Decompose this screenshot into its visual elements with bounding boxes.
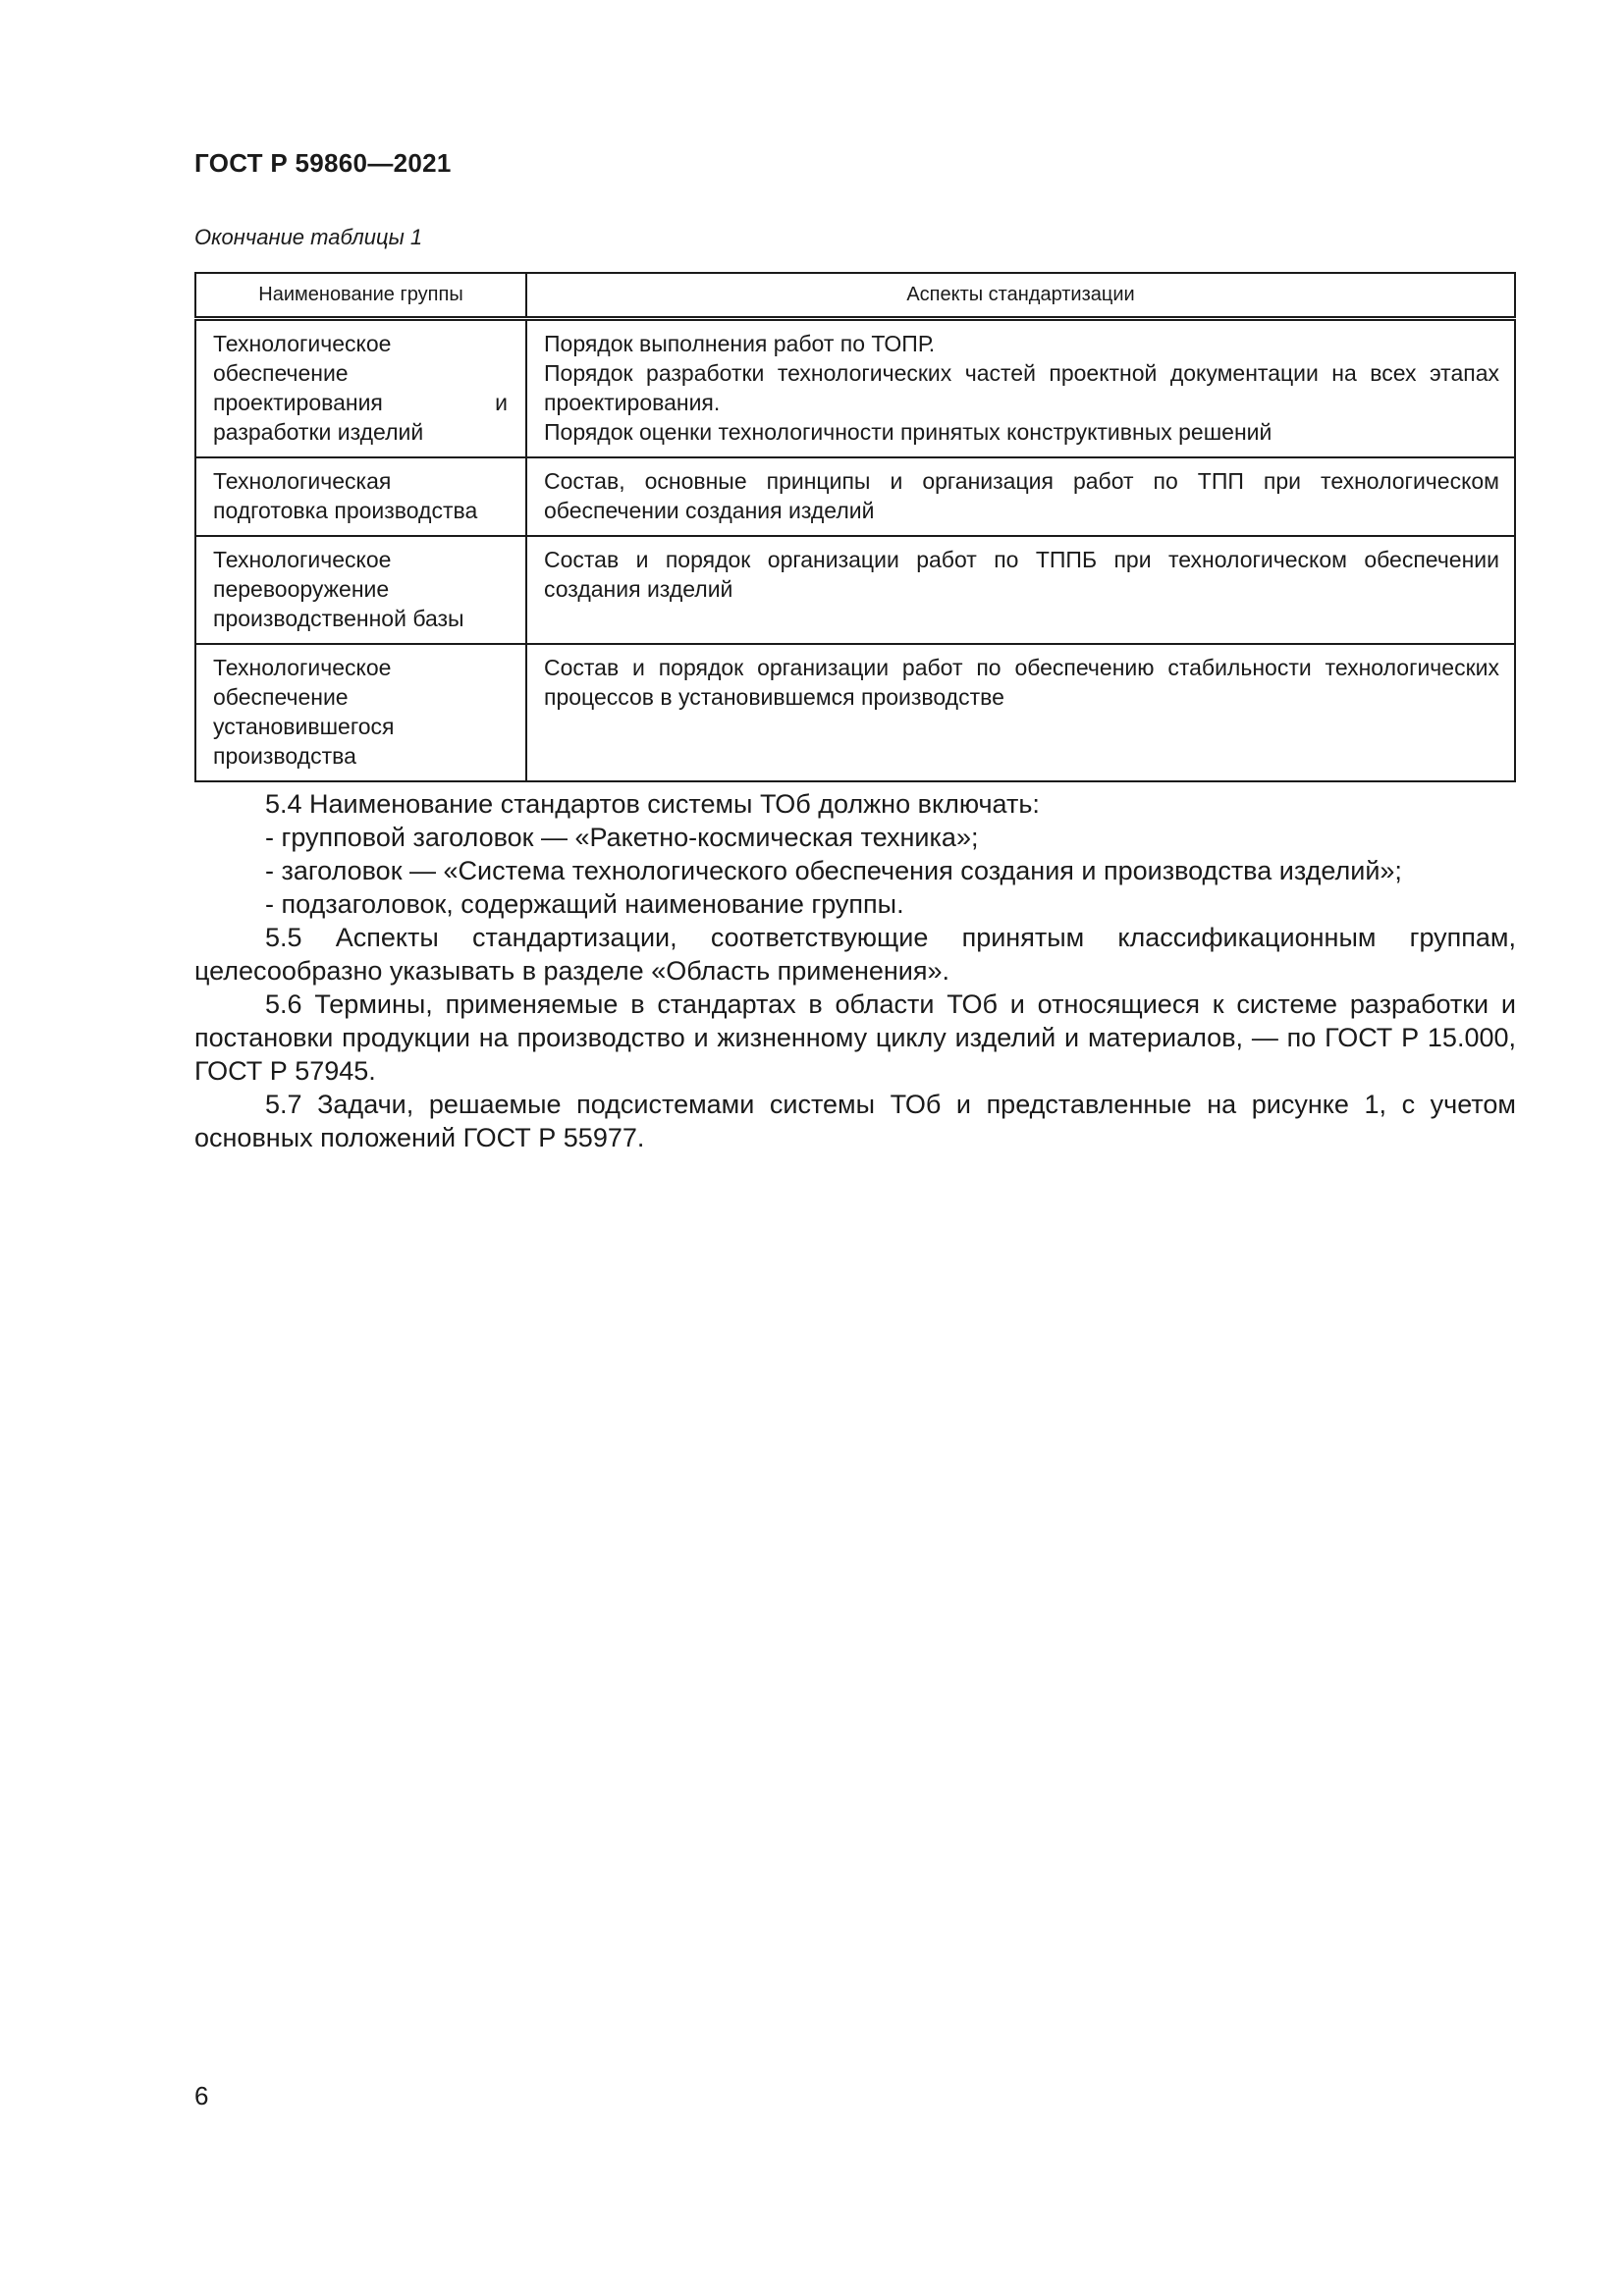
aspects-cell [526,536,1515,644]
aspect-line: Порядок разработки технологических частей проектной документации на всех этапах проектирования. [544,359,1499,415]
table-header-row [195,273,1515,318]
column-header-group: Наименование группы [195,273,526,318]
table-caption: Окончание таблицы 1 [194,225,423,249]
aspect-line: Порядок выполнения работ по ТОПР. [544,330,936,356]
aspect-line: Состав и порядок организации работ по обеспечению стабильности технологических процессов в установившемся производстве [544,654,1499,710]
list-item: - подзаголовок, содержащий наименование группы. [265,889,904,919]
group-cell: Технологическое обеспечение проектирования и разработки изделий [195,318,526,457]
aspect-line: Порядок оценки технологичности принятых конструктивных решений [544,418,1272,445]
table-row [195,457,1515,536]
paragraph-5-6: 5.6 Термины, применяемые в стандартах в области ТОб и относящиеся к системе разработки и постановки продукции на производство и жизненному циклу изделий и материалов, — по ГОСТ Р 15.000, ГОСТ Р 57945. [194,989,1516,1086]
paragraph-5-7: 5.7 Задачи, решаемые подсистемами системы ТОб и представленные на рисунке 1, с учетом основных положений ГОСТ Р 55977. [194,1090,1516,1152]
page-header-standard-id: ГОСТ Р 59860—2021 [194,148,452,178]
table-row [195,536,1515,644]
aspects-cell [526,318,1515,457]
aspect-line: Состав и порядок организации работ по ТППБ при технологическом обеспечении создания изделий [544,546,1499,602]
table-row [195,644,1515,781]
group-cell: Технологическая подготовка производства [195,457,526,536]
group-cell: Технологическое обеспечение установившегося производства [195,644,526,781]
list-item: - заголовок — «Система технологического обеспечения создания и производства изделий»; [265,856,1402,885]
list-item: - групповой заголовок — «Ракетно-космическая техника»; [265,823,979,852]
page-number: 6 [194,2081,209,2110]
group-cell: Технологическое перевооружение производственной базы [195,536,526,644]
paragraph-5-4: 5.4 Наименование стандартов системы ТОб должно включать: [265,789,1040,819]
table-row [195,318,1515,457]
aspects-cell [526,644,1515,781]
column-header-aspects: Аспекты стандартизации [526,273,1515,318]
body-text [194,787,1516,1154]
standardization-table [194,272,1516,782]
aspect-line: Состав, основные принципы и организация работ по ТПП при технологическом обеспечении создания изделий [544,467,1499,523]
aspects-cell [526,457,1515,536]
paragraph-5-5: 5.5 Аспекты стандартизации, соответствующие принятым классификационным группам, целесообразно указывать в разделе «Область применения». [194,923,1516,986]
